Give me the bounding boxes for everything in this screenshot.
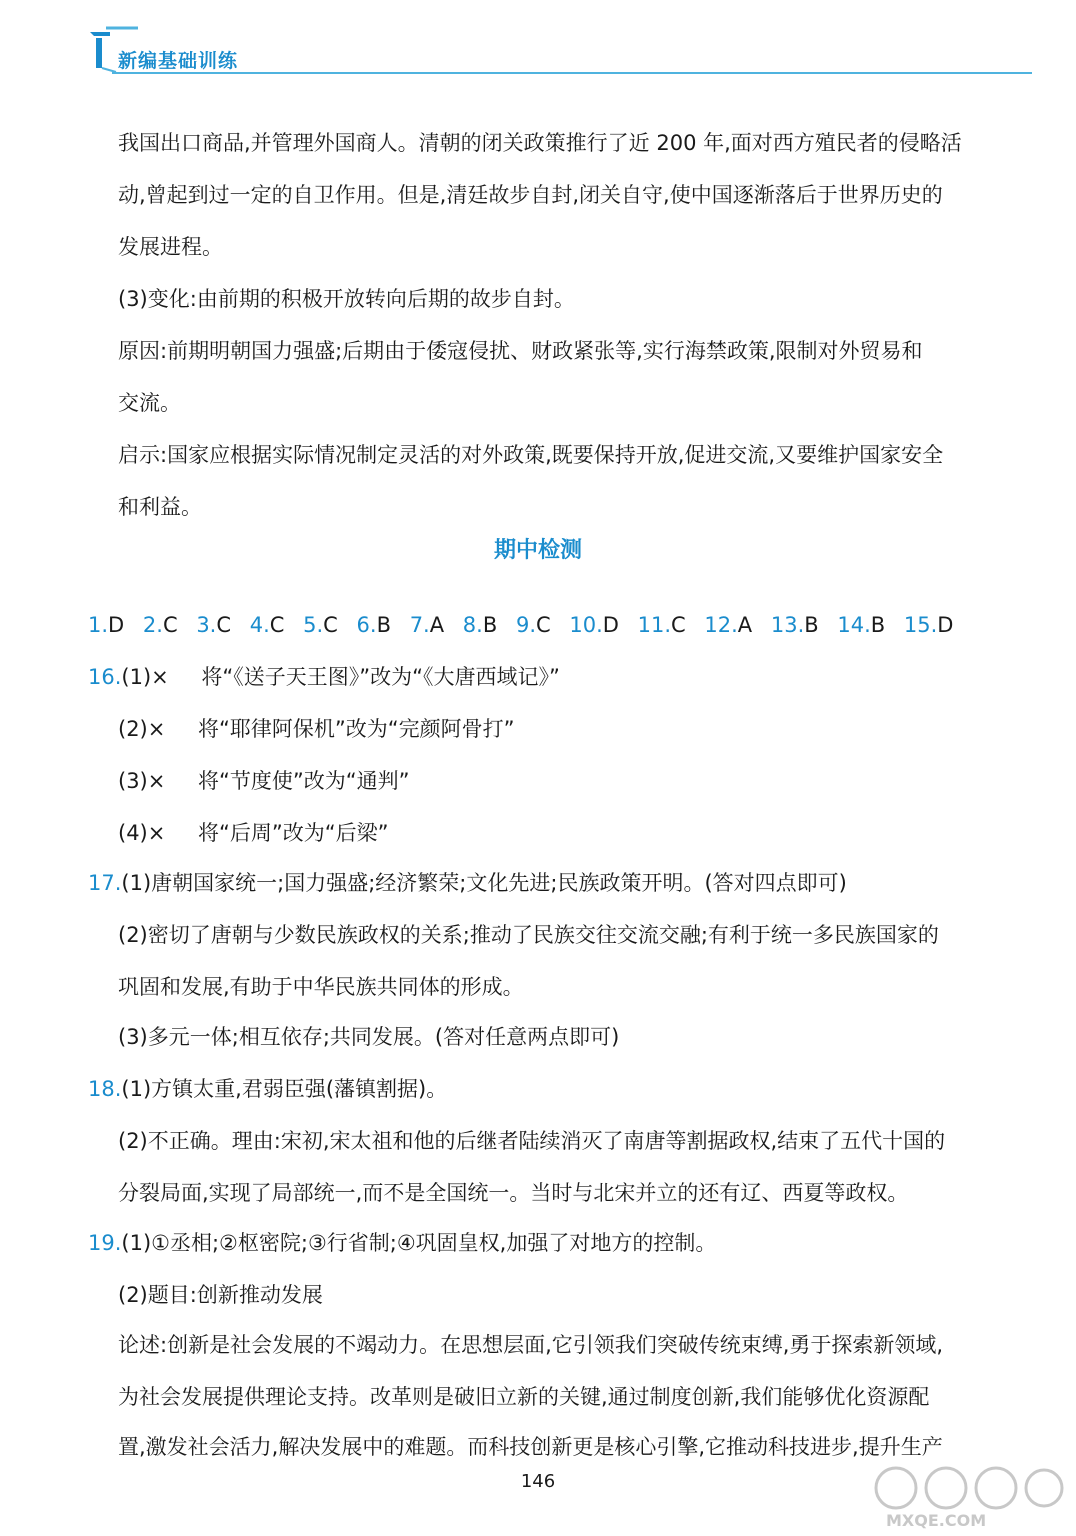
text-line: 我国出口商品,并管理外国商人。清朝的闭关政策推行了近 200 年,面对西方殖民者的侵略活 (118, 131, 962, 155)
mc-item: 8.B (462, 613, 498, 637)
mc-item: 3.C (196, 613, 232, 637)
mc-item: 2.C (142, 613, 178, 637)
mc-item: 6.B (356, 613, 391, 637)
mc-item: 4.C (249, 613, 285, 637)
q16-row-4: (4)× 将“后周”改为“后梁” (118, 821, 389, 845)
q16-row-1: 16.(1)× 将“《送子天王图》”改为“《大唐西域记》” (88, 665, 560, 689)
text-line: 动,曾起到过一定的自卫作用。但是,清廷故步自封,闭关自守,使中国逐渐落后于世界历史的 (118, 183, 943, 207)
q16-row-3: (3)× 将“节度使”改为“通判” (118, 769, 410, 793)
text-line: 为社会发展提供理论支持。改革则是破旧立新的关键,通过制度创新,我们能够优化资源配 (118, 1385, 930, 1409)
text-line: 巩固和发展,有助于中华民族共同体的形成。 (118, 975, 524, 999)
svg-text:MXQE.COM: MXQE.COM (886, 1511, 987, 1530)
q18-row-1: 18.(1)方镇太重,君弱臣强(藩镇割据)。 (88, 1077, 448, 1101)
mc-item: 1.D (88, 613, 125, 637)
text-line: 交流。 (118, 391, 181, 415)
multiple-choice-answers (88, 610, 965, 640)
mc-item: 15.D (903, 613, 954, 637)
page-number: 146 (520, 1471, 556, 1492)
text-line: (2)题目:创新推动发展 (118, 1283, 323, 1307)
mc-item: 11.C (637, 613, 686, 637)
question-number: 16. (88, 665, 122, 689)
q17-row-1: 17.(1)唐朝国家统一;国力强盛;经济繁荣;文化先进;民族政策开明。(答对四点即可) (88, 871, 847, 895)
text-line: 发展进程。 (118, 235, 223, 259)
question-number: 19. (88, 1231, 122, 1255)
header-rule (112, 72, 1032, 74)
text-line: 论述:创新是社会发展的不竭动力。在思想层面,它引领我们突破传统束缚,勇于探索新领域, (118, 1333, 944, 1357)
question-number: 17. (88, 871, 122, 895)
text-line: 和利益。 (118, 495, 202, 519)
mc-item: 10.D (569, 613, 619, 637)
text-line: 启示:国家应根据实际情况制定灵活的对外政策,既要保持开放,促进交流,又要维护国家安全 (118, 443, 944, 467)
q16-row-2: (2)× 将“耶律阿保机”改为“完颜阿骨打” (118, 717, 515, 741)
page-header (0, 0, 1076, 80)
mc-item: 5.C (303, 613, 338, 637)
mc-item: 12.A (704, 613, 753, 637)
section-title: 期中检测 (493, 537, 582, 563)
text-line: (2)不正确。理由:宋初,宋太祖和他的后继者陆续消灭了南唐等割据政权,结束了五代十国的 (118, 1129, 946, 1153)
mc-item: 7.A (409, 613, 445, 637)
text-line: 分裂局面,实现了局部统一,而不是全国统一。当时与北宋并立的还有辽、西夏等政权。 (118, 1181, 909, 1205)
text-line: (3)变化:由前期的积极开放转向后期的故步自封。 (118, 287, 575, 311)
text-line: (2)密切了唐朝与少数民族政权的关系;推动了民族交往交流交融;有利于统一多民族国家的 (118, 923, 939, 947)
text-line: (3)多元一体;相互依存;共同发展。(答对任意两点即可) (118, 1025, 620, 1049)
header-title: 新编基础训练 (118, 50, 239, 72)
mc-item: 14.B (837, 613, 886, 637)
watermark-logo-icon (866, 1460, 1066, 1530)
q19-row-1: 19.(1)①丞相;②枢密院;③行省制;④巩固皇权,加强了对地方的控制。 (88, 1231, 717, 1255)
text-line: 原因:前期明朝国力强盛;后期由于倭寇侵扰、财政紧张等,实行海禁政策,限制对外贸易和 (118, 339, 923, 363)
text-line: 置,激发社会活力,解决发展中的难题。而科技创新更是核心引擎,它推动科技进步,提升生产 (118, 1435, 943, 1459)
mc-item: 9.C (515, 613, 551, 637)
mc-item: 13.B (770, 613, 819, 637)
question-number: 18. (88, 1077, 122, 1101)
